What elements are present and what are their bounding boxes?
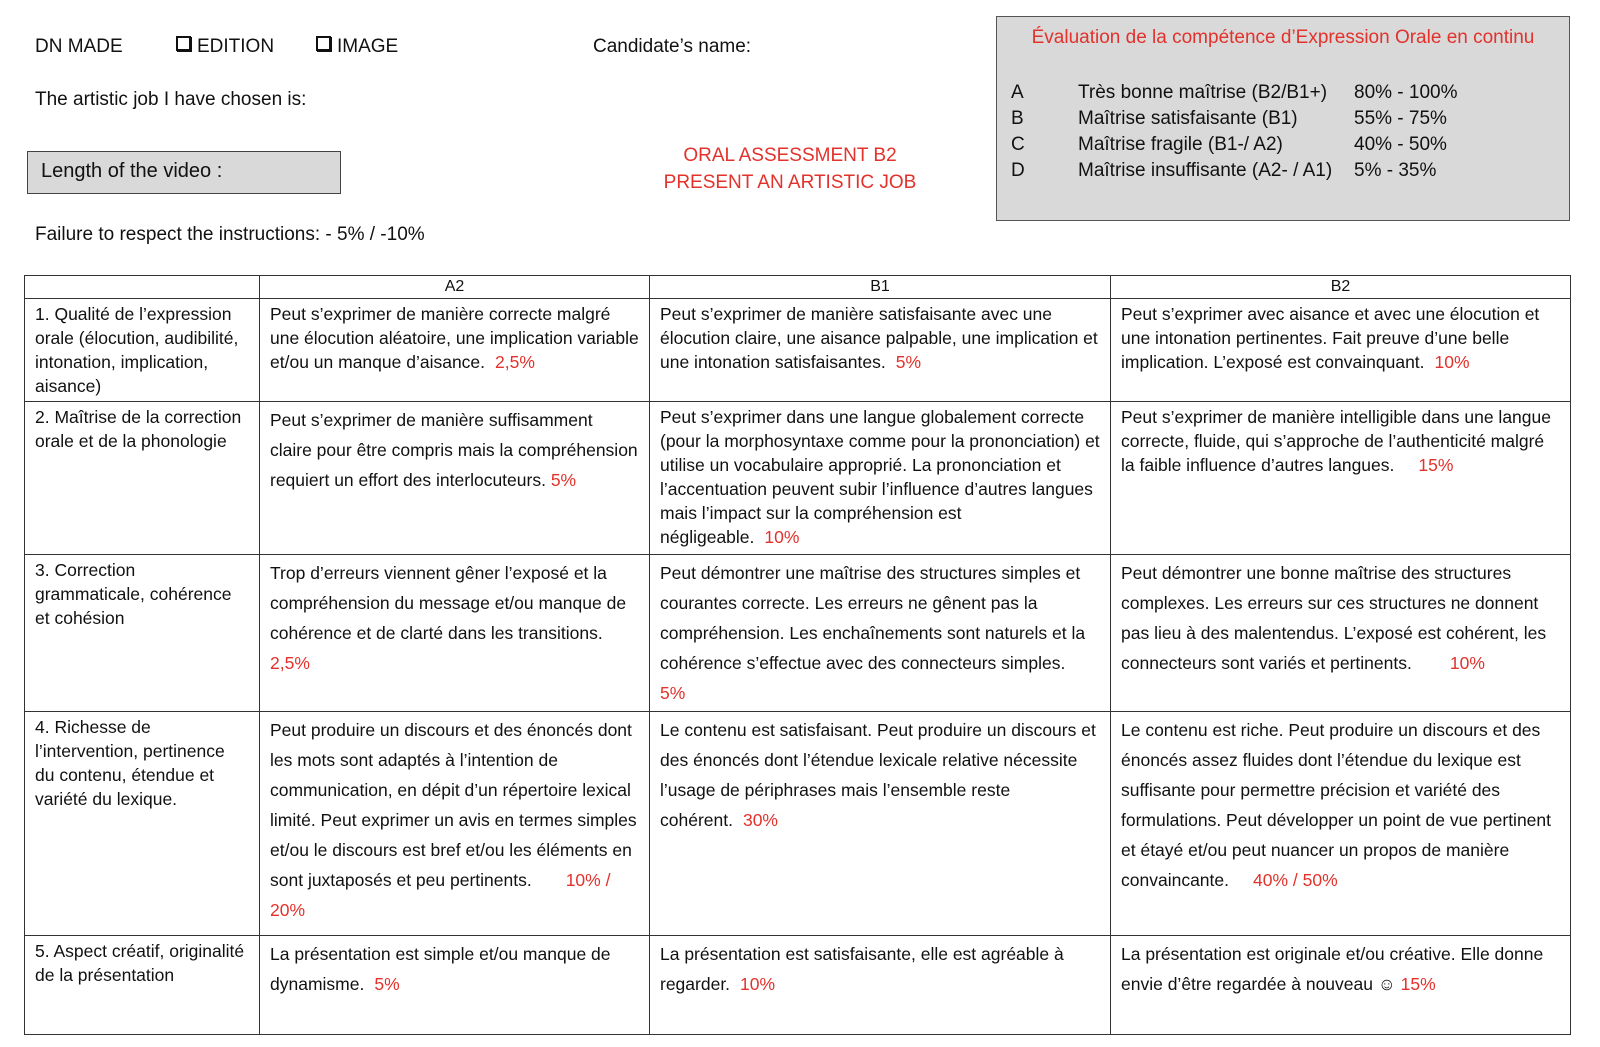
- score-value: 15%: [1418, 455, 1454, 475]
- evaluation-letter: B: [1011, 108, 1024, 129]
- descriptor-cell-a2: [260, 936, 650, 1035]
- descriptor-text: Peut démontrer une bonne maîtrise des structures complexes. Les erreurs sur ces structures ne donnent pas lieu à des malentendus. L’exposé est cohérent, les connecteurs sont variés et pertinents.: [1121, 563, 1547, 673]
- score-value: 40% / 50%: [1253, 870, 1338, 890]
- score-value: 5%: [895, 352, 922, 372]
- descriptor-text: Le contenu est riche. Peut produire un discours et des énoncés assez fluides dont l’étendue du lexique est suffisante pour permettre précision et variété des formulations. Peut développer un point de vue pertinent et étayé et/ou peut nuancer un propos de manière convaincante.: [1121, 720, 1552, 890]
- table-row: [25, 936, 1571, 1035]
- descriptor-text: Peut s’exprimer de manière correcte malgré une élocution aléatoire, une implication variable et/ou un manque d’aisance.: [270, 304, 639, 372]
- checkbox-image-icon[interactable]: [316, 36, 331, 51]
- option-image-label: IMAGE: [337, 36, 399, 57]
- assessment-title-line2: PRESENT AN ARTISTIC JOB: [663, 172, 917, 193]
- descriptor-cell-b1: [650, 299, 1111, 402]
- grid-header-b1: B1: [650, 276, 1111, 299]
- failure-note: Failure to respect the instructions: - 5% / -10%: [35, 224, 425, 245]
- descriptor-cell-a2: [260, 712, 650, 936]
- evaluation-legend-box: [996, 16, 1570, 221]
- artistic-job-label: The artistic job I have chosen is:: [35, 89, 307, 110]
- descriptor-cell-b2: [1111, 555, 1571, 712]
- program-label: DN MADE: [35, 36, 123, 57]
- descriptor-text: La présentation est satisfaisante, elle est agréable à regarder.: [660, 944, 1064, 994]
- evaluation-letter: A: [1011, 82, 1024, 103]
- evaluation-letter: C: [1011, 134, 1025, 155]
- score-value: 2,5%: [270, 653, 310, 673]
- descriptor-text: Peut démontrer une maîtrise des structures simples et courantes correcte. Les erreurs ne gênent pas la compréhension. Les enchaînements sont naturels et la cohérence s’effectue avec des connecteurs simples.: [660, 563, 1086, 673]
- score-value: 5%: [550, 470, 577, 490]
- evaluation-letter: D: [1011, 160, 1025, 181]
- evaluation-range: 40% - 50%: [1354, 134, 1447, 155]
- criterion-cell: 1. Qualité de l’expression orale (élocution, audibilité, intonation, implication, aisance): [25, 299, 260, 402]
- criterion-cell: 5. Aspect créatif, originalité de la présentation: [25, 936, 260, 1035]
- descriptor-cell-b1: [650, 555, 1111, 712]
- table-row: [25, 299, 1571, 402]
- score-value: 15%: [1400, 974, 1436, 994]
- evaluation-title: Évaluation de la compétence d’Expression Orale en continu: [1031, 27, 1535, 48]
- descriptor-text: Le contenu est satisfaisant. Peut produire un discours et des énoncés dont l’étendue lexicale relative nécessite l’usage de périphrases mais l’ensemble reste cohérent.: [660, 720, 1096, 830]
- descriptor-text: Peut s’exprimer dans une langue globalement correcte (pour la morphosyntaxe comme pour la prononciation) et utilise un vocabulaire approprié. La prononciation et l’accentuation peuvent subir l’influence d’autres langues mais l’impact sur la compréhension est négligeable.: [660, 407, 1100, 547]
- descriptor-cell-b2: [1111, 402, 1571, 555]
- assessment-title-line1: ORAL ASSESSMENT B2: [683, 145, 897, 166]
- evaluation-label: Maîtrise fragile (B1-/ A2): [1078, 134, 1283, 155]
- evaluation-range: 5% - 35%: [1354, 160, 1437, 181]
- descriptor-cell-a2: [260, 299, 650, 402]
- evaluation-range: 55% - 75%: [1354, 108, 1447, 129]
- descriptor-cell-b1: [650, 936, 1111, 1035]
- descriptor-cell-b1: [650, 712, 1111, 936]
- score-value: 5%: [374, 974, 400, 994]
- score-value: 2,5%: [495, 352, 535, 372]
- score-value: 10%: [1434, 352, 1470, 372]
- descriptor-cell-b1: [650, 402, 1111, 555]
- descriptor-text: Peut produire un discours et des énoncés dont les mots sont adaptés à l’intention de communication, en dépit d’un répertoire lexical limité. Peut exprimer un avis en termes simples et/ou le discours est bref et/ou les éléments en sont juxtaposés et peu pertinents.: [270, 720, 637, 890]
- video-length-box[interactable]: [27, 151, 341, 194]
- option-edition[interactable]: [176, 36, 274, 58]
- checkbox-edition-icon[interactable]: [176, 36, 191, 51]
- table-row: [25, 555, 1571, 712]
- descriptor-text: Trop d’erreurs viennent gêner l’exposé et la compréhension du message et/ou manque de cohérence et de clarté dans les transitions.: [270, 563, 627, 643]
- descriptor-text: La présentation est simple et/ou manque de dynamisme.: [270, 944, 611, 994]
- evaluation-label: Maîtrise insuffisante (A2- / A1): [1078, 160, 1333, 181]
- criterion-cell: 3. Correction grammaticale, cohérence et cohésion: [25, 555, 260, 712]
- grid-header-row: [25, 276, 1571, 299]
- evaluation-label: Maîtrise satisfaisante (B1): [1078, 108, 1298, 129]
- descriptor-text: Peut s’exprimer de manière suffisamment claire pour être compris mais la compréhension requiert un effort des interlocuteurs.: [270, 410, 638, 490]
- option-image[interactable]: [316, 36, 398, 58]
- descriptor-text: Peut s’exprimer de manière satisfaisante avec une élocution claire, une aisance palpable, une implication et une intonation satisfaisantes.: [660, 304, 1098, 372]
- table-row: [25, 712, 1571, 936]
- criterion-cell: 4. Richesse de l’intervention, pertinence du contenu, étendue et variété du lexique.: [25, 712, 260, 936]
- descriptor-cell-b2: [1111, 712, 1571, 936]
- evaluation-label: Très bonne maîtrise (B2/B1+): [1078, 82, 1328, 103]
- descriptor-cell-b2: [1111, 936, 1571, 1035]
- candidate-name-label: Candidate’s name:: [593, 36, 752, 57]
- descriptor-text: Peut s’exprimer avec aisance et avec une élocution et une intonation pertinentes. Fait preuve d’une belle implication. L’exposé est convainquant.: [1121, 304, 1540, 372]
- criterion-cell: 2. Maîtrise de la correction orale et de la phonologie: [25, 402, 260, 555]
- grid-header-b2: B2: [1111, 276, 1571, 299]
- descriptor-text: Peut s’exprimer de manière intelligible dans une langue correcte, fluide, qui s’approche de l’authenticité malgré la faible influence d’autres langues.: [1121, 407, 1551, 475]
- score-value: 5%: [660, 683, 686, 703]
- assessment-title: [590, 142, 990, 196]
- score-value: 30%: [742, 810, 778, 830]
- descriptor-text: La présentation est originale et/ou créative. Elle donne envie d’être regardée à nouveau ☺: [1121, 944, 1544, 994]
- score-value: 10% / 20%: [270, 870, 611, 920]
- descriptor-cell-a2: [260, 555, 650, 712]
- assessment-grid: [24, 275, 1571, 1035]
- descriptor-cell-b2: [1111, 299, 1571, 402]
- table-row: [25, 402, 1571, 555]
- option-edition-label: EDITION: [197, 36, 275, 57]
- score-value: 10%: [740, 974, 776, 994]
- grid-header-a2: A2: [260, 276, 650, 299]
- score-value: 10%: [1449, 653, 1485, 673]
- evaluation-range: 80% - 100%: [1354, 82, 1458, 103]
- score-value: 10%: [764, 527, 800, 547]
- descriptor-cell-a2: [260, 402, 650, 555]
- video-length-label: Length of the video :: [41, 160, 223, 182]
- grid-header-empty: [25, 276, 260, 299]
